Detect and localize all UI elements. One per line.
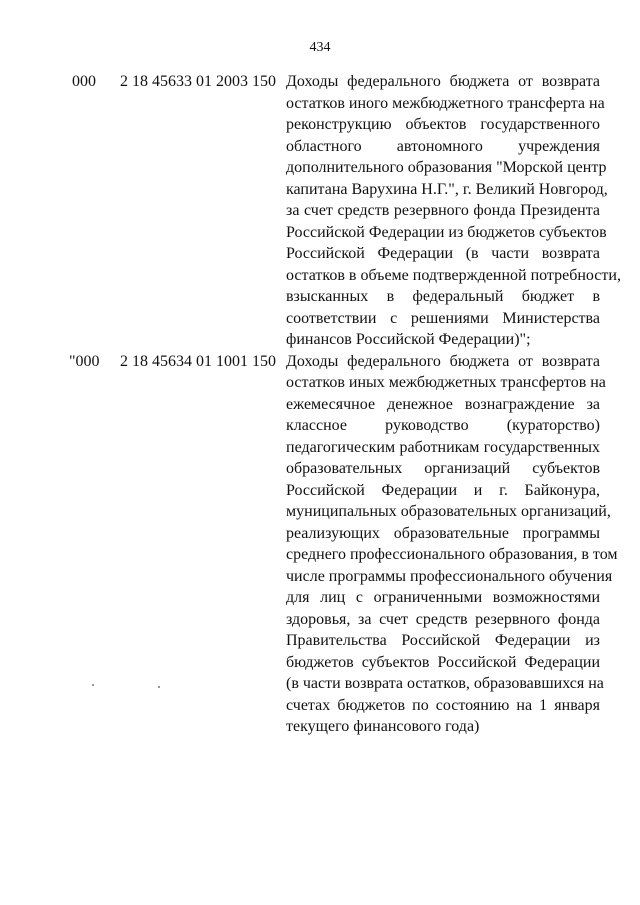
- description-line: остатков в объеме подтвержденной потребности,: [286, 266, 621, 284]
- description-line: Правительства Российской Федерации из: [286, 632, 600, 649]
- table-row: [0, 351, 640, 738]
- description-line: числе программы профессионального обучения: [286, 567, 613, 585]
- description-line: реализующих образовательные программы: [286, 524, 600, 542]
- description-line: бюджетов субъектов Российской Федерации: [286, 653, 600, 671]
- revenue-code-table: [0, 71, 640, 738]
- description-line: капитана Варухина Н.Г.", г. Великий Новгород,: [286, 180, 608, 198]
- description-line: Российской Федерации и г. Байконура,: [286, 481, 600, 499]
- revenue-classification-code: 2 18 45633 01 2003 150: [120, 73, 276, 90]
- description-line: среднего профессионального образования, в том: [286, 546, 618, 563]
- scan-speck: [158, 686, 160, 688]
- description-line: текущего финансового года): [286, 718, 480, 735]
- description-line: соответствии с решениями Министерства: [286, 309, 600, 327]
- description-line: счетах бюджетов по состоянию на 1 января: [286, 696, 600, 714]
- description-line: областного автономного учреждения: [286, 137, 600, 155]
- admin-code: "000: [69, 352, 100, 370]
- description-line: муниципальных образовательных организаций,: [286, 503, 611, 520]
- description-line: образовательных организаций субъектов: [286, 460, 600, 477]
- description-line: финансов Российской Федерации)";: [286, 331, 531, 348]
- revenue-description: [286, 71, 621, 351]
- description-line: остатков иных межбюджетных трансфертов на: [286, 374, 606, 391]
- description-line: Доходы федерального бюджета от возврата: [286, 352, 600, 370]
- revenue-description: [286, 351, 618, 738]
- description-line: дополнительного образования "Морской центр: [286, 159, 607, 176]
- revenue-classification-code: 2 18 45634 01 1001 150: [120, 352, 276, 370]
- description-line: ежемесячное денежное вознаграждение за: [286, 395, 600, 413]
- description-line: классное руководство (кураторство): [286, 417, 600, 434]
- description-line: педагогическим работникам государственных: [286, 438, 600, 456]
- description-line: взысканных в федеральный бюджет в: [286, 288, 600, 305]
- description-line: реконструкцию объектов государственного: [286, 116, 600, 133]
- scan-speck: [92, 684, 94, 686]
- table-row: [0, 71, 640, 351]
- admin-code: 000: [72, 73, 96, 90]
- description-line: остатков иного межбюджетного трансферта на: [286, 94, 605, 112]
- description-line: за счет средств резервного фонда Президента: [286, 202, 600, 219]
- description-line: Российской Федерации (в части возврата: [286, 245, 600, 262]
- description-line: Доходы федерального бюджета от возврата: [286, 73, 600, 90]
- page-number: 434: [309, 40, 331, 55]
- description-line: (в части возврата остатков, образовавшихся на: [286, 675, 604, 692]
- description-line: для лиц с ограниченными возможностями: [286, 589, 600, 606]
- description-line: здоровья, за счет средств резервного фонда: [286, 610, 600, 628]
- description-line: Российской Федерации из бюджетов субъектов: [286, 223, 607, 241]
